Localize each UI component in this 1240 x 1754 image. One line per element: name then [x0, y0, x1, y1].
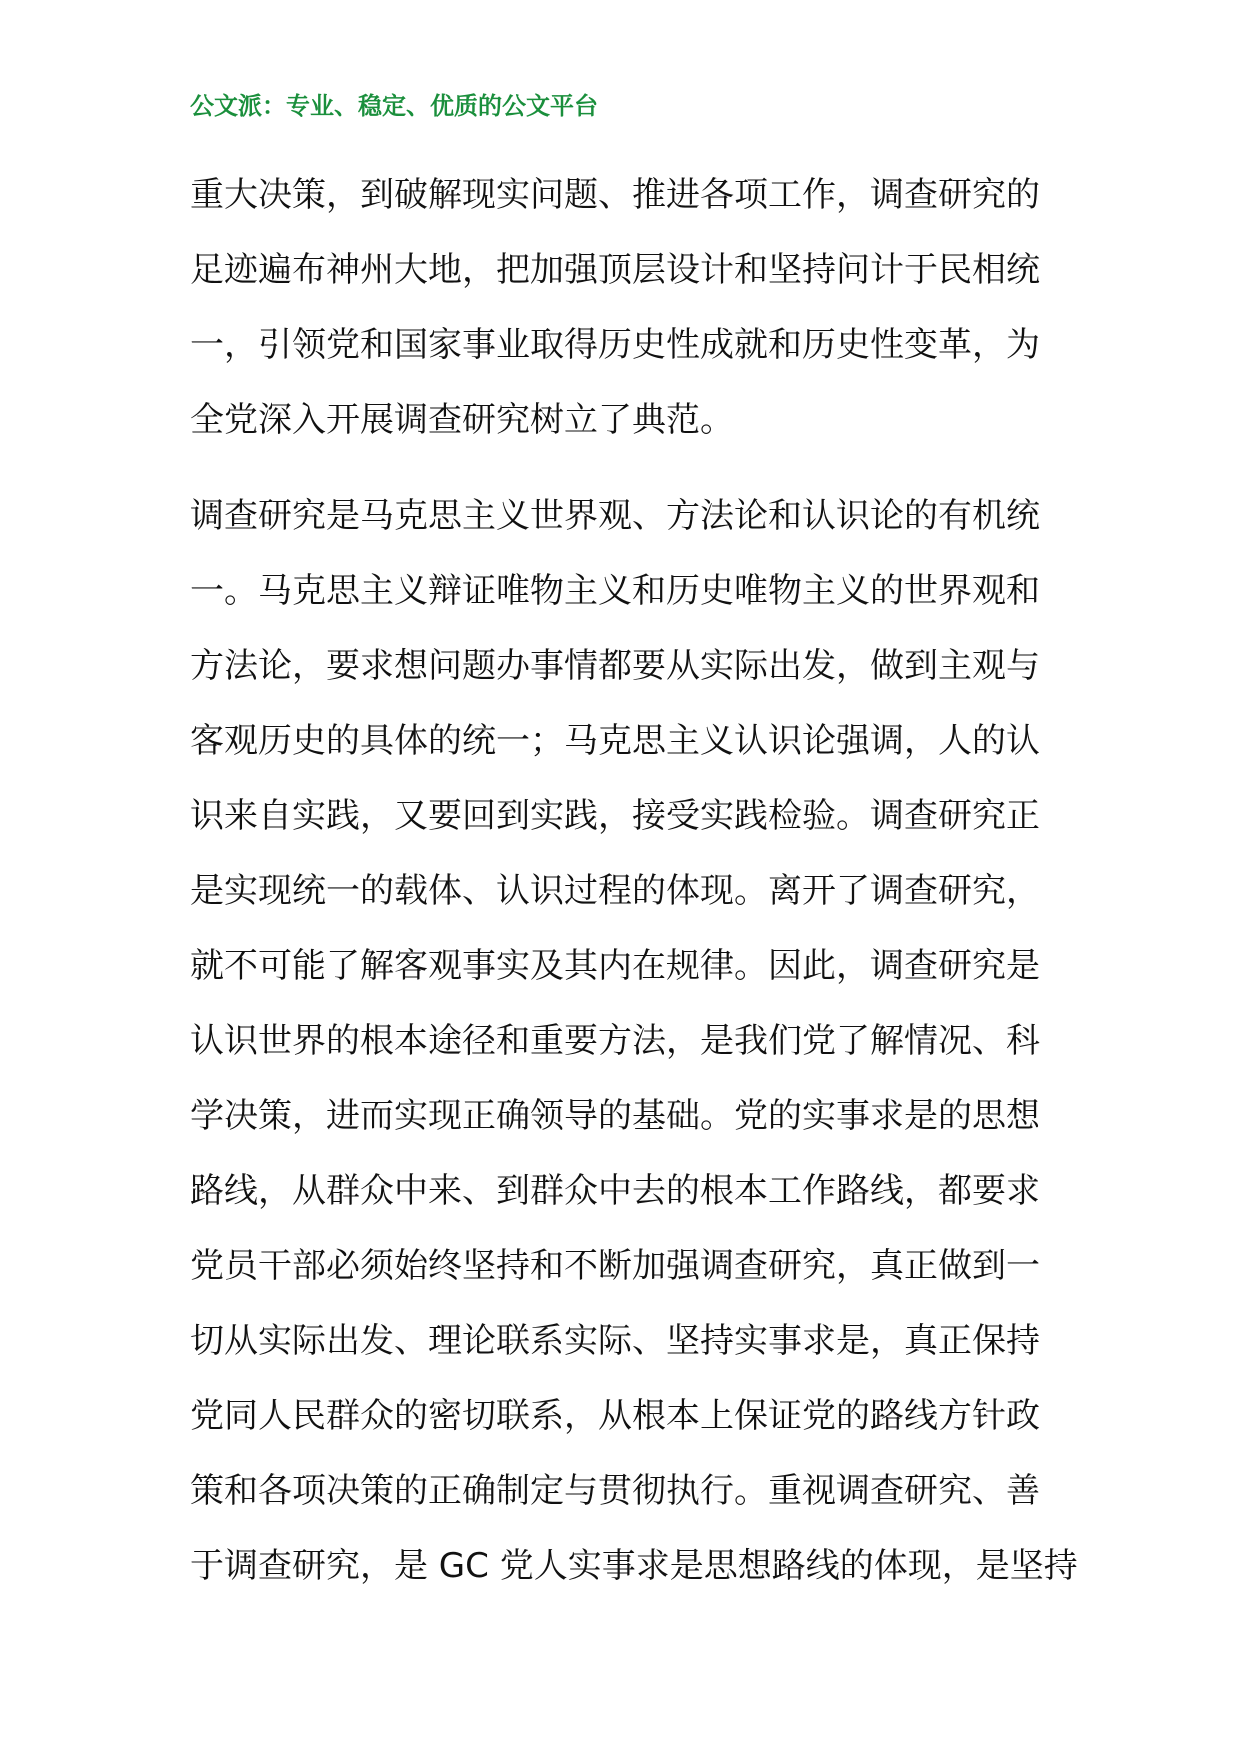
text-line: 切从实际出发、理论联系实际、坚持实事求是，真正保持: [190, 1321, 1040, 1361]
text-line: 一。马克思主义辩证唯物主义和历史唯物主义的世界观和: [190, 571, 1040, 611]
text-line: 党员干部必须始终坚持和不断加强调查研究，真正做到一: [190, 1246, 1040, 1286]
page-header: 公文派：专业、稳定、优质的公文平台: [190, 91, 598, 120]
document-body: [190, 158, 1078, 1604]
text-line: 调查研究是马克思主义世界观、方法论和认识论的有机统: [190, 496, 1040, 536]
text-line: 认识世界的根本途径和重要方法，是我们党了解情况、科: [190, 1021, 1040, 1061]
text-line: 重大决策，到破解现实问题、推进各项工作，调查研究的: [190, 175, 1040, 215]
paragraph-1: [190, 158, 1062, 458]
text-line: 识来自实践，又要回到实践，接受实践检验。调查研究正: [190, 796, 1040, 836]
text-line: 策和各项决策的正确制定与贯彻执行。重视调查研究、善: [190, 1471, 1040, 1511]
text-line: 学决策，进而实现正确领导的基础。党的实事求是的思想: [190, 1096, 1040, 1136]
text-line: 于调查研究，是 GC 党人实事求是思想路线的体现，是坚持: [190, 1546, 1078, 1586]
text-line: 全党深入开展调查研究树立了典范。: [190, 400, 734, 440]
text-line: 足迹遍布神州大地，把加强顶层设计和坚持问计于民相统: [190, 250, 1040, 290]
paragraph-2: [190, 479, 1078, 1604]
text-line: 党同人民群众的密切联系，从根本上保证党的路线方针政: [190, 1396, 1040, 1436]
text-line: 方法论，要求想问题办事情都要从实际出发，做到主观与: [190, 646, 1040, 686]
text-line: 一，引领党和国家事业取得历史性成就和历史性变革，为: [190, 325, 1040, 365]
text-line: 路线，从群众中来、到群众中去的根本工作路线，都要求: [190, 1171, 1040, 1211]
text-line: 客观历史的具体的统一；马克思主义认识论强调，人的认: [190, 721, 1040, 761]
text-line: 是实现统一的载体、认识过程的体现。离开了调查研究，: [190, 871, 1040, 911]
text-line: 就不可能了解客观事实及其内在规律。因此，调查研究是: [190, 946, 1040, 986]
